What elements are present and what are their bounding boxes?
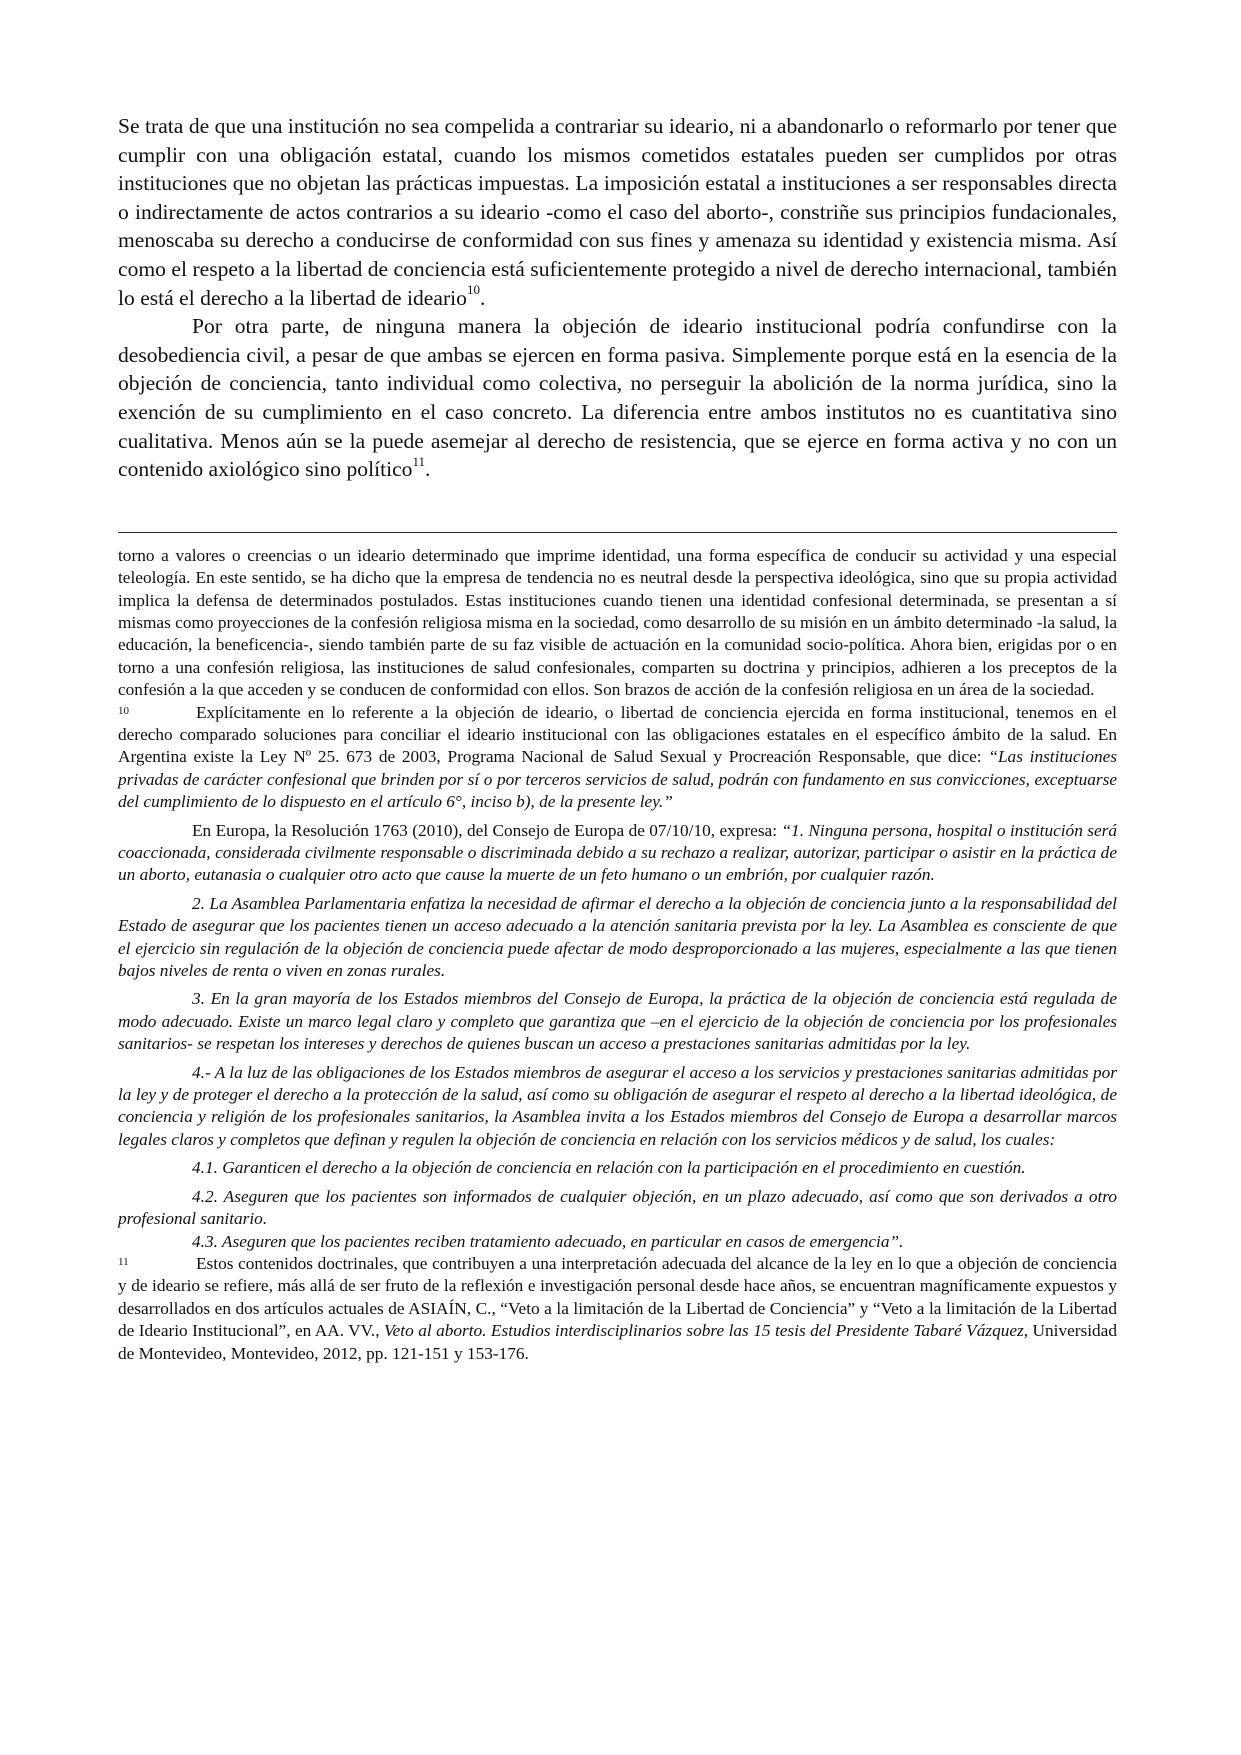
paragraph-end: . xyxy=(425,457,431,482)
footnote-10-item-4-1: 4.1. Garanticen el derecho a la objeción de conciencia en relación con la participación en el procedimiento en cuestión. xyxy=(192,1158,1026,1178)
footnote-separator xyxy=(118,532,1117,533)
footnote-11 xyxy=(118,1253,1117,1365)
europa-intro: En Europa, la Resolución 1763 (2010), del Consejo de Europa de 07/10/10, expresa: xyxy=(192,820,782,840)
footnote-10 xyxy=(118,702,1117,814)
publisher-info: , Universidad de Montevideo, Montevideo, 2012, pp. 121-151 y 153-176. xyxy=(118,1321,1117,1363)
footnote-number-11: 11 xyxy=(118,1255,129,1268)
footnote-number-10: 10 xyxy=(118,704,129,717)
footnote-10-europa xyxy=(118,820,1117,887)
book-title: Veto al aborto. Estudios interdisciplinarios sobre las 15 tesis del Presidente Tabaré Vázquez xyxy=(384,1321,1024,1341)
footnote-ref-11[interactable]: 11 xyxy=(412,453,425,469)
footnote-10-item-4-2: 4.2. Aseguren que los pacientes son informados de cualquier objeción, en un plazo adecuado, así como que son derivados a otro profesional sanitario. xyxy=(118,1186,1117,1229)
footnote-10-text: Explícitamente en lo referente a la objeción de ideario, o libertad de conciencia ejercida en forma institucional, tenemos en el derecho comparado soluciones para conciliar el ideario institucional con las obligaciones estatales en el específico ámbito de la salud. En Argentina existe la Ley Nº 25. 673 de 2003, Programa Nacional de Salud Sexual y Procreación Responsable, que dice: xyxy=(118,702,1117,767)
footnote-continued: torno a valores o creencias o un ideario determinado que imprime identidad, una forma específica de conducir su actividad y una especial teleología. En este sentido, se ha dicho que la empresa de tendencia no es neutral desde la perspectiva ideológica, sino que su propia actividad implica la defensa de determinados postulados. Estas instituciones cuando tienen una identidad confesional determinada, se presentan a sí mismas como proyecciones de la confesión religiosa misma en la sociedad, como desarrollo de su misión en un ámbito determinado -la salud, la educación, la beneficencia-, siendo también parte de su faz visible de actuación en la comunidad socio-política. Ahora bien, erigidas por o en torno a una confesión religiosa, las instituciones de salud confesionales, comparten su doctrina y principios, adhieren a los preceptos de la confesión a la que acceden y se conducen de conformidad con ellos. Son brazos de acción de la confesión religiosa en un área de la sociedad. xyxy=(118,545,1117,700)
item-4-text: A la luz de las obligaciones de los Estados miembros de asegurar el acceso a los servicios y prestaciones sanitarias admitidas por la ley y de proteger el derecho a la protección de la salud, así como su obligación de asegurar el respeto al derecho a la libertad ideológica, de conciencia y religión de los profesionales sanitarios, la Asamblea invita a los Estados miembros del Consejo de Europa a desarrollar marcos legales claros y completos que definan y regulen la objeción de conciencia en relación con los servicios médicos y de salud, los cuales: xyxy=(118,1062,1117,1149)
paragraph-text: Por otra parte, de ninguna manera la objeción de ideario institucional podría confundirse con la desobediencia civil, a pesar de que ambas se ejercen en forma pasiva. Simplemente porque está en la esencia de la objeción de conciencia, tanto individual como colectiva, no perseguir la abolición de la norma jurídica, sino la exención de su cumplimiento en el caso concreto. La diferencia entre ambos institutos no es cuantitativa sino cualitativa. Menos aún se la puede asemejar al derecho de resistencia, que se ejerce en forma activa y no con un contenido axiológico sino político xyxy=(118,314,1117,482)
body-paragraph-1 xyxy=(118,112,1117,312)
footnote-10-item-2: 2. La Asamblea Parlamentaria enfatiza la necesidad de afirmar el derecho a la objeción de conciencia junto a la responsabilidad del Estado de asegurar que los pacientes tienen un acceso adecuado a la atención sanitaria prevista por la ley. La Asamblea es consciente de que el ejercicio sin regulación de la objeción de conciencia puede afectar de modo desproporcionado a las mujeres, especialmente a las que tienen bajos niveles de renta o viven en zonas rurales. xyxy=(118,893,1117,981)
footnote-10-quote: “Las instituciones privadas de carácter confesional que brinden por sí o por terceros servicios de salud, podrán con fundamento en sus convicciones, exceptuarse del cumplimiento de lo dispuesto en el artículo 6°, inciso b), de la presente ley.” xyxy=(118,747,1117,812)
item-4-number: 4.- xyxy=(192,1062,211,1082)
paragraph-text: Se trata de que una institución no sea compelida a contrariar su ideario, ni a abandonarlo o reformarlo por tener que cumplir con una obligación estatal, cuando los mismos cometidos estatales pueden ser cumplidos por otras instituciones que no objetan las prácticas impuestas. La imposición estatal a instituciones a ser responsables directa o indirectamente de actos contrarios a su ideario -como el caso del aborto-, constriñe sus principios fundacionales, menoscaba su derecho a conducirse de conformidad con sus fines y amenaza su identidad y existencia misma. Así como el respeto a la libertad de conciencia está suficientemente protegido a nivel de derecho internacional, también lo está el derecho a la libertad de ideario xyxy=(118,114,1117,310)
footnote-ref-10[interactable]: 10 xyxy=(466,282,480,298)
document-page xyxy=(118,112,1117,1365)
paragraph-end: . xyxy=(479,285,486,310)
footnote-10-item-4 xyxy=(118,1062,1117,1152)
body-paragraph-2 xyxy=(118,312,1117,484)
europa-quote: “1. Ninguna persona, hospital o institución será coaccionada, considerada civilmente responsable o discriminada debido a su rechazo a realizar, autorizar, participar o asistir en la práctica de un aborto, eutanasia o cualquier otro acto que cause la muerte de un feto humano o un embrión, por cualquier razón. xyxy=(118,820,1118,885)
footnote-10-item-3: 3. En la gran mayoría de los Estados miembros del Consejo de Europa, la práctica de la objeción de conciencia está regulada de modo adecuado. Existe un marco legal claro y completo que garantiza que –en el ejercicio de la objeción de conciencia por los profesionales sanitarios- se respetan los intereses y derechos de quienes buscan un acceso a prestaciones sanitarias admitidas por la ley. xyxy=(118,989,1117,1054)
footnote-11-text: Estos contenidos doctrinales, que contribuyen a una interpretación adecuada del alcance de la ley en lo que a objeción de conciencia y de ideario se refiere, más allá de ser fruto de la reflexión e investigación personal desde hace años, se encuentran magníficamente expuestos y desarrollados en dos artículos actuales de ASIAÍN, C., “Veto a la limitación de la Libertad de Conciencia” y “Veto a la limitación de la Libertad de Ideario Institucional”, en AA. VV., xyxy=(118,1253,1117,1341)
footnote-10-item-4-3: 4.3. Aseguren que los pacientes reciben tratamiento adecuado, en particular en casos de emergencia”. xyxy=(192,1231,904,1251)
